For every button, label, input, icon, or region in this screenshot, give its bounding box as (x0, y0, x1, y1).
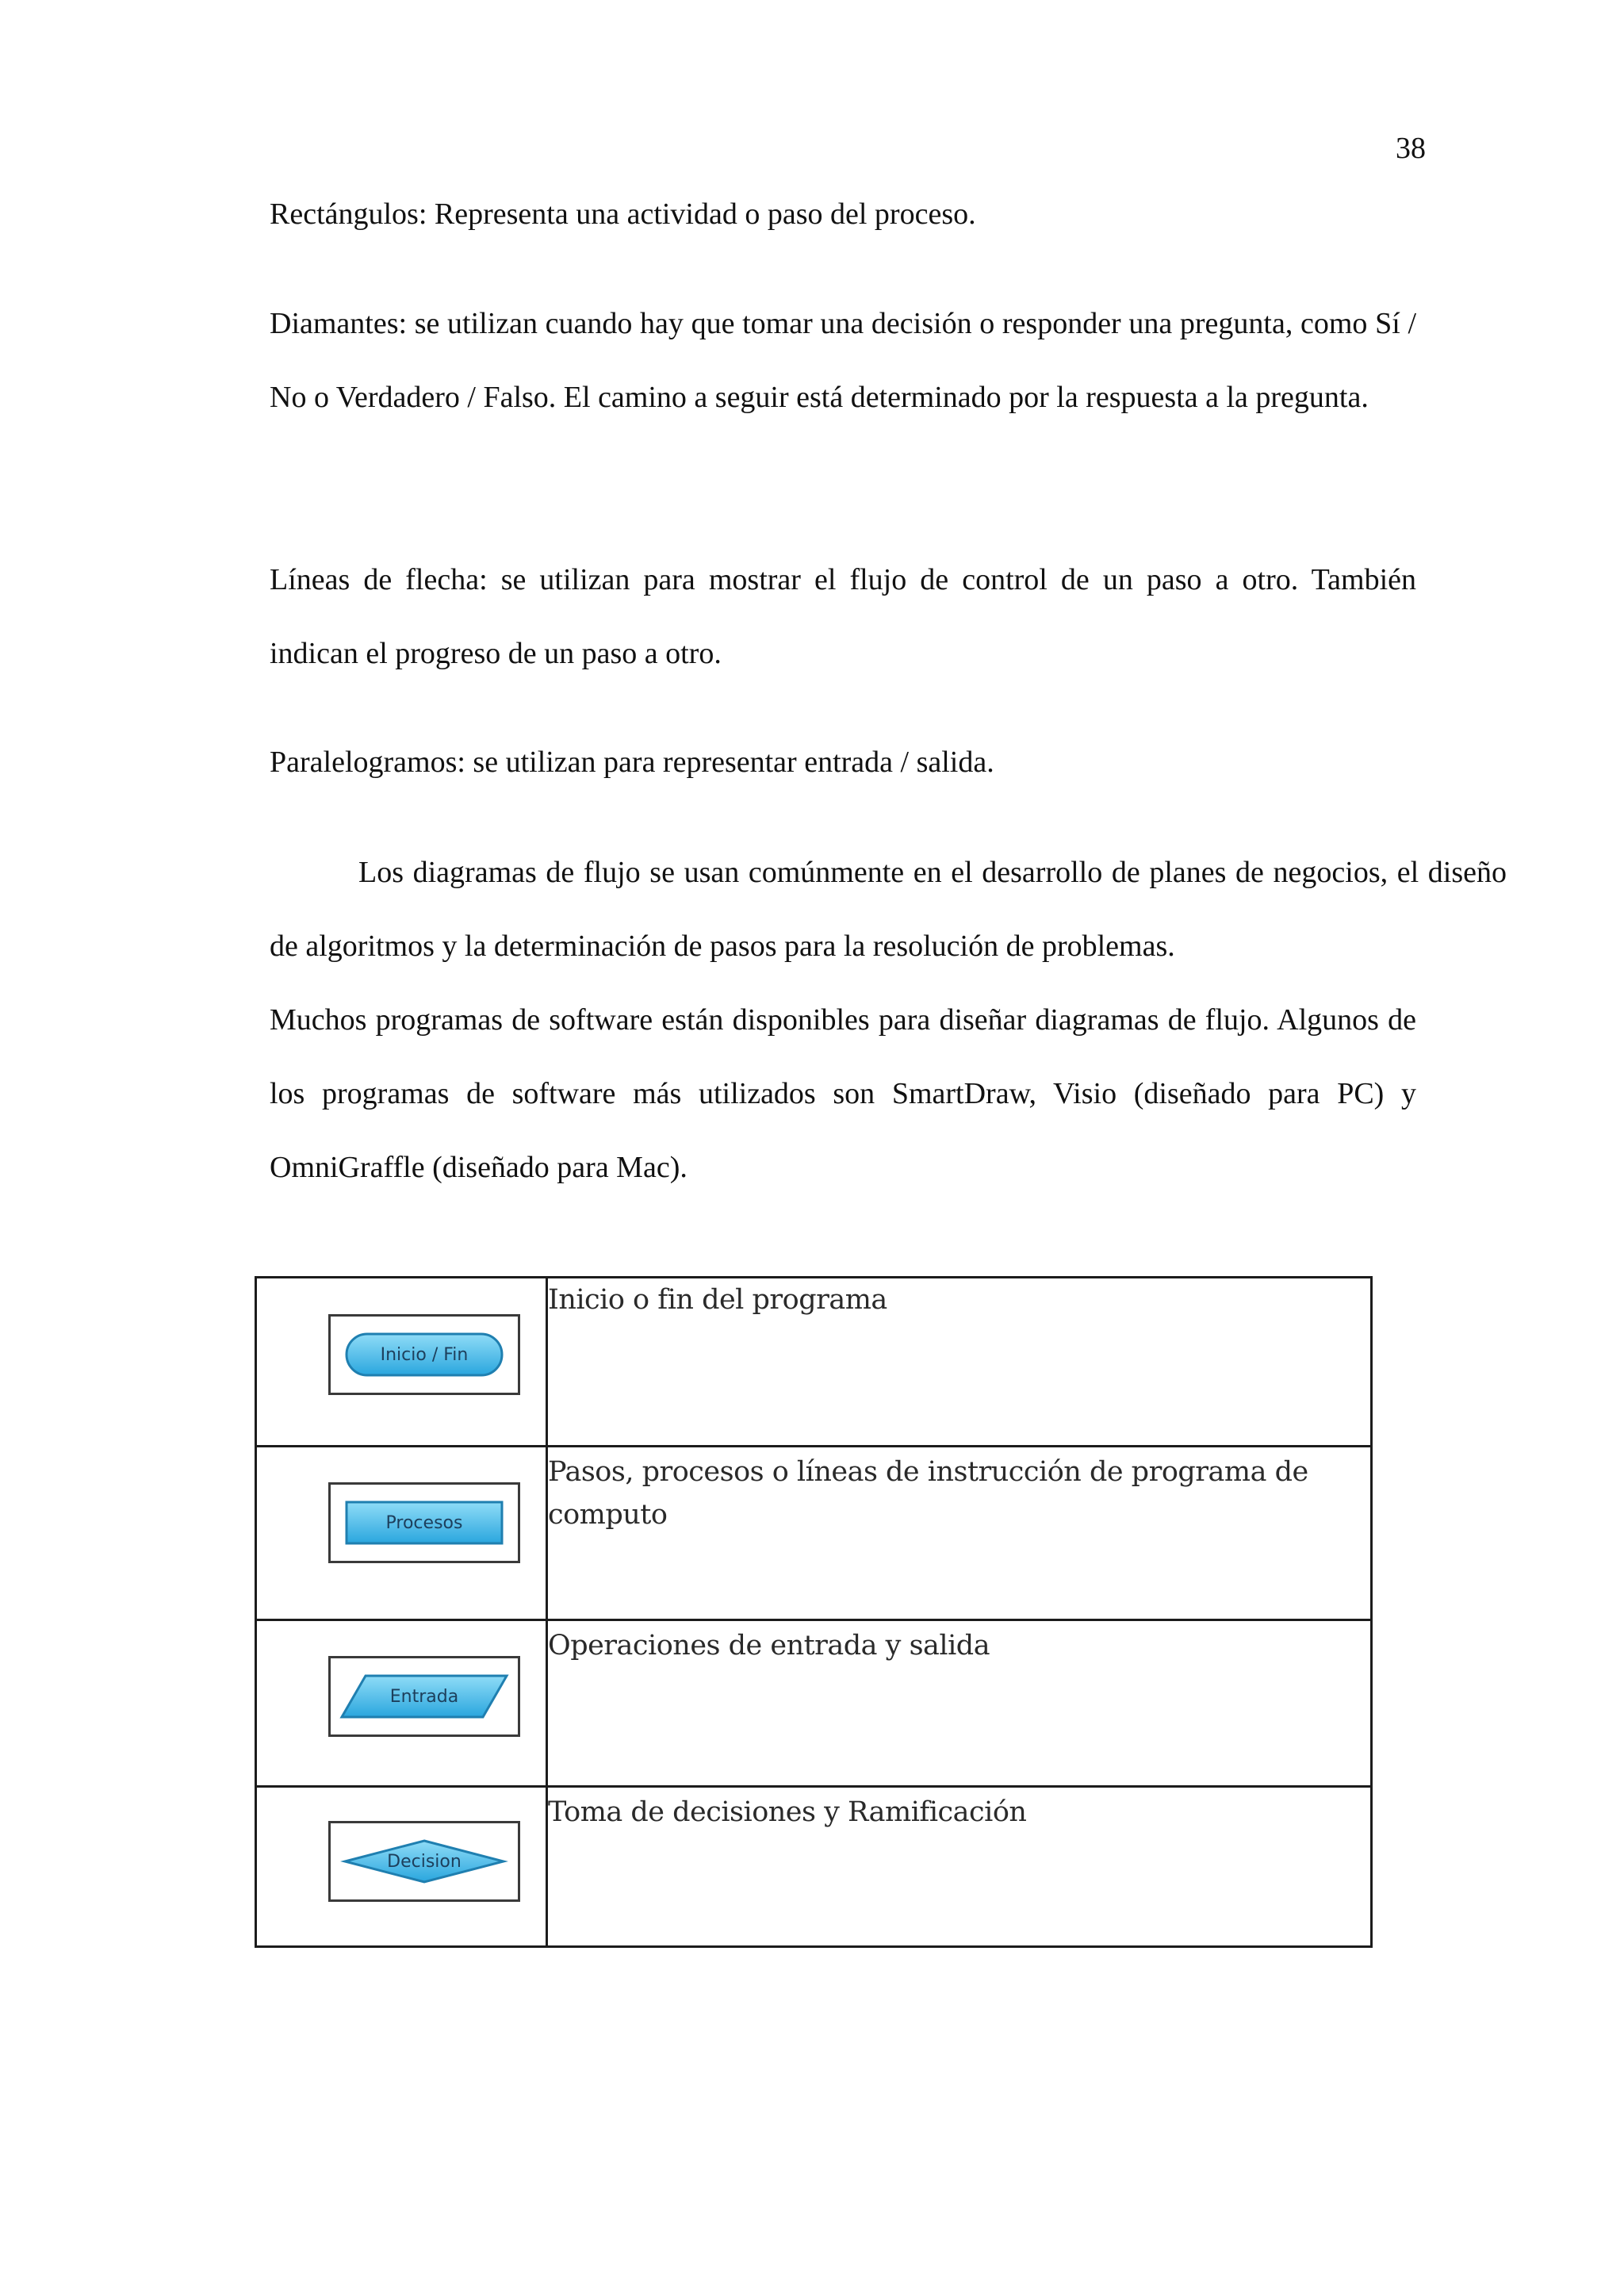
table-row (256, 1278, 1372, 1447)
symbol-cell (256, 1620, 547, 1787)
paragraph-programas-software: Muchos programas de software están disponibles para diseñar diagramas de flujo. Algunos de los programas de software más utilizados son SmartDraw, Visio (diseñado para PC) y OmniGraffle (diseñado para Mac). (270, 1003, 1416, 1184)
terminator-shape-icon (328, 1314, 520, 1395)
decision-diamond-icon (328, 1821, 520, 1902)
process-rectangle-icon (328, 1482, 520, 1563)
table-row (256, 1787, 1372, 1947)
symbol-label: Entrada (389, 1687, 459, 1707)
paragraph-diagramas-de-flujo: Los diagramas de flujo se usan comúnmente en el desarrollo de planes de negocios, el diseño de algoritmos y la determinación de pasos para la resolución de problemas. (270, 856, 1507, 963)
symbol-label: Decision (387, 1852, 462, 1872)
paragraph-lineas-de-flecha: Líneas de flecha: se utilizan para mostrar el flujo de control de un paso a otro. También indican el progreso de un paso a otro. (270, 563, 1416, 670)
page-number: 38 (1396, 132, 1426, 165)
table-row (256, 1620, 1372, 1787)
description-cell: Inicio o fin del programa (547, 1278, 1372, 1447)
symbol-cell (256, 1787, 547, 1947)
description-cell: Toma de decisiones y Ramificación (547, 1787, 1372, 1947)
paragraph-rectangulos: Rectángulos: Representa una actividad o paso del proceso. (270, 197, 976, 231)
description-cell: Operaciones de entrada y salida (547, 1620, 1372, 1787)
paragraph-paralelogramos: Paralelogramos: se utilizan para representar entrada / salida. (270, 746, 994, 779)
symbol-label: Inicio / Fin (380, 1345, 469, 1365)
symbol-cell (256, 1447, 547, 1620)
input-parallelogram-icon (328, 1656, 520, 1737)
symbol-label: Procesos (385, 1513, 463, 1533)
table-row (256, 1447, 1372, 1620)
description-cell: Pasos, procesos o líneas de instrucción de programa de computo (547, 1447, 1372, 1620)
symbol-cell (256, 1278, 547, 1447)
paragraph-diamantes: Diamantes: se utilizan cuando hay que tomar una decisión o responder una pregunta, como Sí / No o Verdadero / Falso. El camino a seguir está determinado por la respuesta a la pregunta. (270, 307, 1416, 414)
flowchart-legend-table (255, 1276, 1373, 1948)
